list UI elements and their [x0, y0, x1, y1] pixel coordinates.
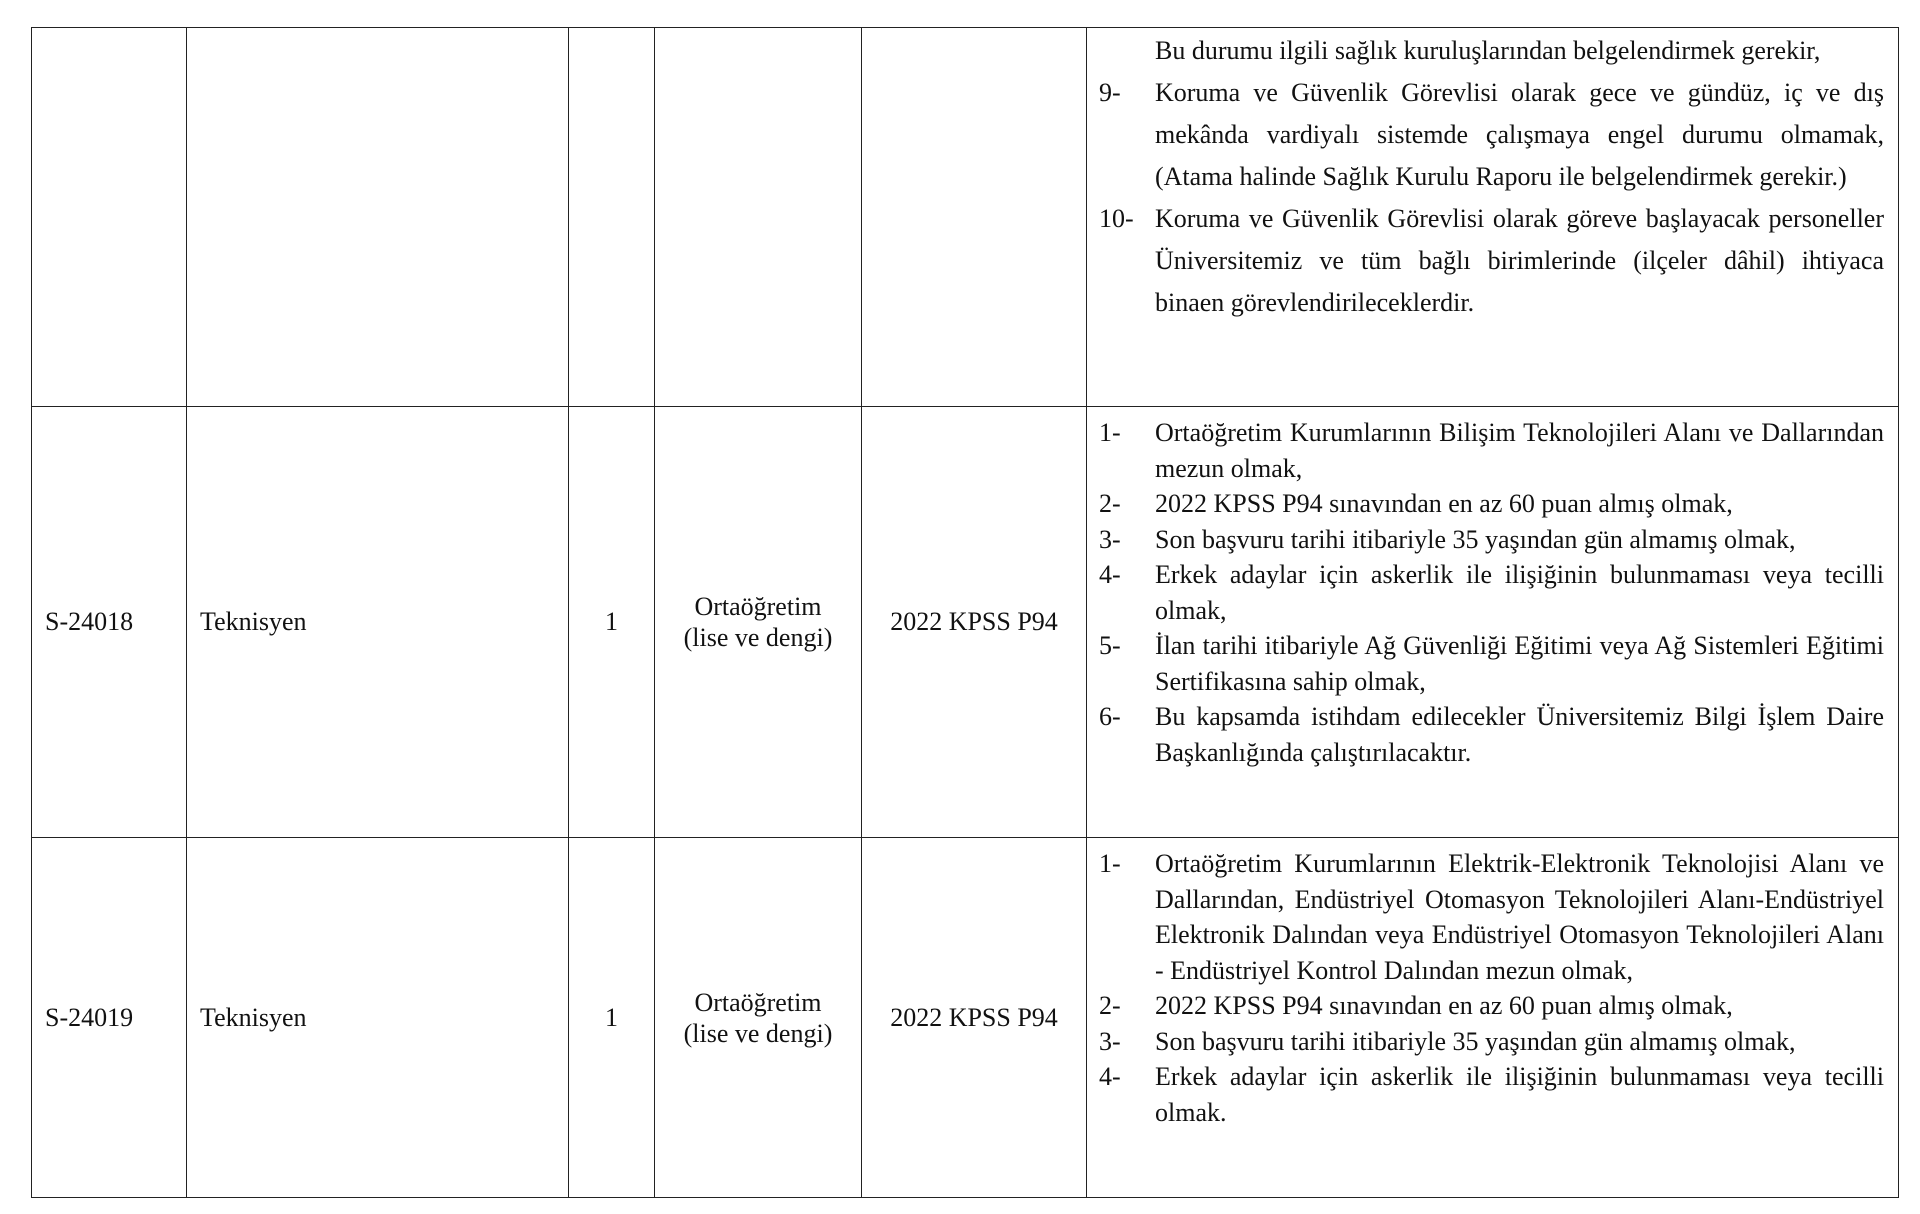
- requirement-number: 3-: [1099, 1026, 1121, 1056]
- requirement-text: 2022 KPSS P94 sınavından en az 60 puan almış olmak,: [1155, 991, 1733, 1020]
- requirement-number: 1-: [1099, 418, 1121, 447]
- position-code-cell: [32, 28, 187, 407]
- position-code-cell: S-24018: [32, 407, 187, 838]
- positions-table: [31, 27, 1899, 1198]
- requirement-item: [1099, 988, 1884, 1024]
- requirement-text: Erkek adaylar için askerlik ile ilişiğinin bulunmaması veya tecilli olmak.: [1155, 1062, 1884, 1127]
- requirements-list: [1099, 846, 1884, 1130]
- table-row: [32, 407, 1899, 838]
- requirement-text: Koruma ve Güvenlik Görevlisi olarak göreve başlayacak personeller Üniversitemiz ve tüm bağlı birimlerinde (ilçeler dâhil) ihtiyaca binaen görevlendirileceklerdir.: [1155, 204, 1884, 317]
- requirement-text: Koruma ve Güvenlik Görevlisi olarak gece ve gündüz, iç ve dış mekânda vardiyalı sistemde çalışmaya engel durumu olmamak, (Atama halinde Sağlık Kurulu Raporu ile belgelendirmek gerekir.): [1155, 78, 1884, 191]
- requirement-text: İlan tarihi itibariyle Ağ Güvenliği Eğitimi veya Ağ Sistemleri Eğitimi Sertifikasına sahip olmak,: [1155, 631, 1884, 696]
- requirement-number: 6-: [1099, 702, 1121, 731]
- quantity-cell: 1: [569, 407, 655, 838]
- requirements-cell: [1087, 838, 1899, 1198]
- requirement-item: [1099, 486, 1884, 522]
- exam-cell: [862, 28, 1087, 407]
- requirements-cell: [1087, 28, 1899, 407]
- requirement-number: 1-: [1099, 849, 1121, 878]
- requirement-text: 2022 KPSS P94 sınavından en az 60 puan almış olmak,: [1155, 489, 1733, 518]
- table-row-continuation: [32, 28, 1899, 407]
- quantity-cell: 1: [569, 838, 655, 1198]
- education-level: Ortaöğretim: [694, 987, 822, 1017]
- exam-cell: 2022 KPSS P94: [862, 838, 1087, 1198]
- requirement-item: [1099, 522, 1884, 558]
- requirement-item: [1099, 557, 1884, 628]
- requirement-number: 2-: [1099, 991, 1121, 1020]
- exam-cell: 2022 KPSS P94: [862, 407, 1087, 838]
- requirement-text: Bu kapsamda istihdam edilecekler Üniversitemiz Bilgi İşlem Daire Başkanlığında çalıştırılacaktır.: [1155, 702, 1884, 767]
- requirement-item: [1099, 415, 1884, 486]
- requirements-list: [1099, 415, 1884, 770]
- requirement-text: Son başvuru tarihi itibariyle 35 yaşından gün almamış olmak,: [1155, 524, 1796, 554]
- position-title-cell: Teknisyen: [187, 838, 569, 1198]
- requirement-text: Ortaöğretim Kurumlarının Bilişim Teknolojileri Alanı ve Dallarından mezun olmak,: [1155, 418, 1884, 483]
- education-detail: (lise ve dengi): [683, 623, 833, 652]
- requirement-number: 2-: [1099, 489, 1121, 518]
- requirement-text: Erkek adaylar için askerlik ile ilişiğinin bulunmaması veya tecilli olmak,: [1155, 560, 1884, 625]
- requirement-item: [1099, 1024, 1884, 1060]
- education-level: Ortaöğretim: [694, 592, 822, 621]
- education-detail: (lise ve dengi): [683, 1018, 833, 1048]
- requirement-number: 3-: [1099, 524, 1121, 554]
- requirement-number: 4-: [1099, 1062, 1121, 1091]
- requirement-text: Son başvuru tarihi itibariyle 35 yaşından gün almamış olmak,: [1155, 1026, 1796, 1056]
- position-code-cell: S-24019: [32, 838, 187, 1198]
- table-row: [32, 838, 1899, 1198]
- requirement-item: [1099, 699, 1884, 770]
- position-title-cell: Teknisyen: [187, 407, 569, 838]
- education-cell: [655, 838, 862, 1198]
- requirement-item: [1099, 30, 1884, 72]
- requirement-number: 5-: [1099, 631, 1121, 660]
- requirement-text: Bu durumu ilgili sağlık kuruluşlarından belgelendirmek gerekir,: [1155, 36, 1821, 65]
- requirements-list: [1099, 30, 1884, 324]
- requirement-number: 10-: [1099, 204, 1134, 233]
- requirement-number: 4-: [1099, 560, 1121, 589]
- requirements-cell: [1087, 407, 1899, 838]
- requirement-number: 9-: [1099, 78, 1121, 107]
- requirement-item: [1099, 198, 1884, 324]
- requirement-item: [1099, 846, 1884, 988]
- requirement-item: [1099, 72, 1884, 198]
- requirement-item: [1099, 628, 1884, 699]
- requirement-text: Ortaöğretim Kurumlarının Elektrik-Elektronik Teknolojisi Alanı ve Dallarından, Endüstriyel Otomasyon Teknolojileri Alanı-Endüstriyel Elektronik Dalından veya Endüstriyel Otomasyon Teknolojileri Alanı - Endüstriyel Kontrol Dalından mezun olmak,: [1155, 849, 1884, 985]
- education-cell: [655, 407, 862, 838]
- requirement-item: [1099, 1059, 1884, 1130]
- position-title-cell: [187, 28, 569, 407]
- education-cell: [655, 28, 862, 407]
- quantity-cell: [569, 28, 655, 407]
